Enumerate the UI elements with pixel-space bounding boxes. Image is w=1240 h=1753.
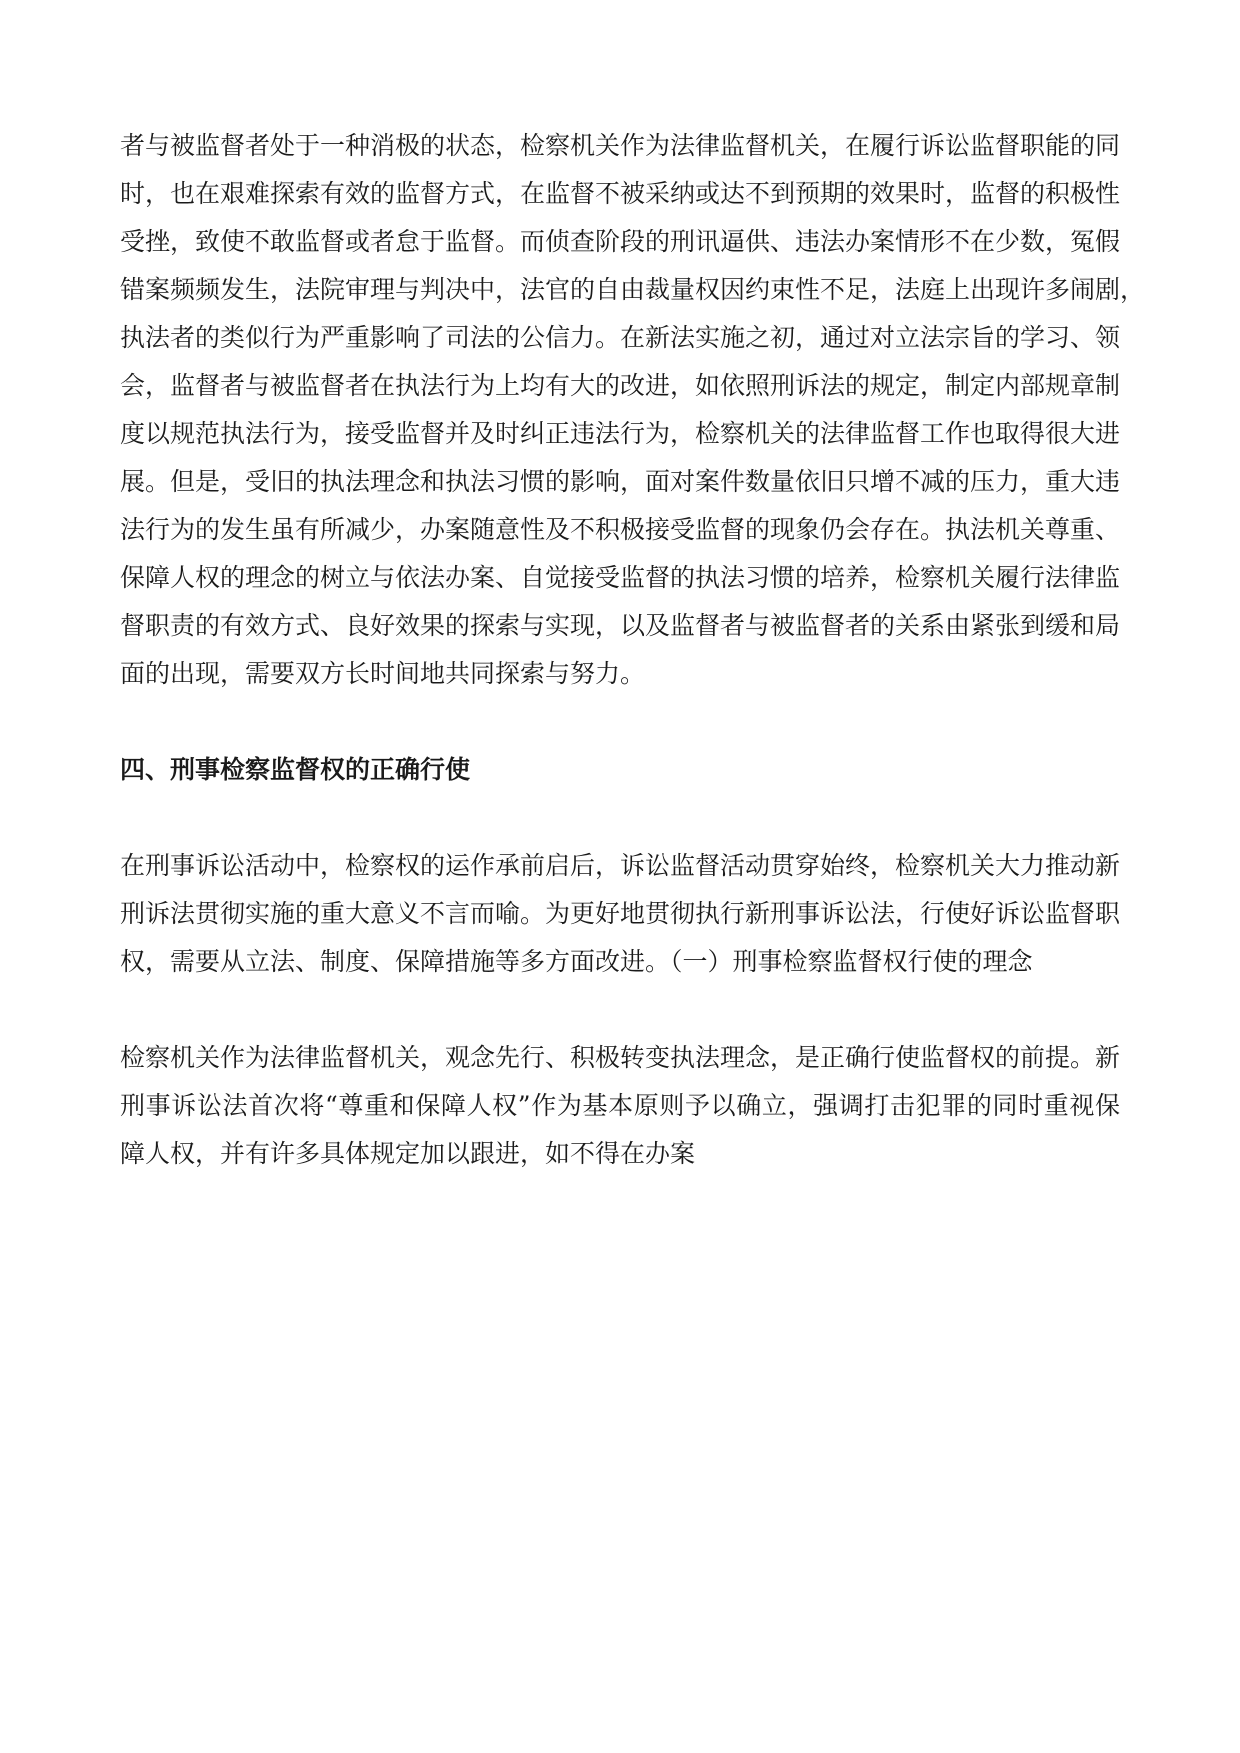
paragraph-line: 度以规范执法行为，接受监督并及时纠正违法行为，检察机关的法律监督工作也取得很大进 bbox=[120, 419, 1121, 448]
paragraph-line: 者与被监督者处于一种消极的状态，检察机关作为法律监督机关，在履行诉讼监督职能的同 bbox=[120, 131, 1121, 160]
paragraph-line: 执法者的类似行为严重影响了司法的公信力。在新法实施之初，通过对立法宗旨的学习、领 bbox=[120, 323, 1121, 352]
paragraph-line: 会，监督者与被监督者在执法行为上均有大的改进，如依照刑诉法的规定，制定内部规章制 bbox=[120, 371, 1121, 400]
paragraph-line: 督职责的有效方式、良好效果的探索与实现，以及监督者与被监督者的关系由紧张到缓和局 bbox=[120, 611, 1121, 640]
paragraph-line: 受挫，致使不敢监督或者怠于监督。而侦查阶段的刑讯逼供、违法办案情形不在少数，冤假 bbox=[120, 227, 1121, 256]
paragraph-1 bbox=[120, 122, 1146, 698]
paragraph-line: 刑诉法贯彻实施的重大意义不言而喻。为更好地贯彻执行新刑事诉讼法，行使好诉讼监督职 bbox=[120, 899, 1121, 928]
paragraph-line: 时，也在艰难探索有效的监督方式，在监督不被采纳或达不到预期的效果时，监督的积极性 bbox=[120, 179, 1121, 208]
paragraph-line: 展。但是，受旧的执法理念和执法习惯的影响，面对案件数量依旧只增不减的压力，重大违 bbox=[120, 467, 1121, 496]
section-heading: 四、刑事检察监督权的正确行使 bbox=[120, 755, 471, 784]
paragraph-line: 在刑事诉讼活动中，检察权的运作承前启后，诉讼监督活动贯穿始终，检察机关大力推动新 bbox=[120, 851, 1121, 880]
paragraph-line: 错案频频发生，法院审理与判决中，法官的自由裁量权因约束性不足，法庭上出现许多闹剧， bbox=[120, 275, 1146, 304]
paragraph-line: 障人权，并有许多具体规定加以跟进，如不得在办案 bbox=[120, 1139, 696, 1168]
paragraph-line: 刑事诉讼法首次将“尊重和保障人权”作为基本原则予以确立，强调打击犯罪的同时重视保 bbox=[120, 1091, 1120, 1120]
paragraph-line: 保障人权的理念的树立与依法办案、自觉接受监督的执法习惯的培养，检察机关履行法律监 bbox=[120, 563, 1121, 592]
paragraph-line: 面的出现，需要双方长时间地共同探索与努力。 bbox=[120, 659, 646, 688]
paragraph-line: 法行为的发生虽有所减少，办案随意性及不积极接受监督的现象仍会存在。执法机关尊重、 bbox=[120, 515, 1121, 544]
paragraph-2 bbox=[120, 842, 1120, 986]
document-page bbox=[120, 122, 1146, 1178]
paragraph-spacer bbox=[120, 794, 1120, 842]
paragraph-spacer bbox=[120, 698, 1120, 746]
paragraph-line: 检察机关作为法律监督机关，观念先行、积极转变执法理念，是正确行使监督权的前提。新 bbox=[120, 1043, 1121, 1072]
paragraph-spacer bbox=[120, 986, 1120, 1034]
paragraph-3 bbox=[120, 1034, 1120, 1178]
paragraph-line: 权，需要从立法、制度、保障措施等多方面改进。（一）刑事检察监督权行使的理念 bbox=[120, 947, 1033, 976]
